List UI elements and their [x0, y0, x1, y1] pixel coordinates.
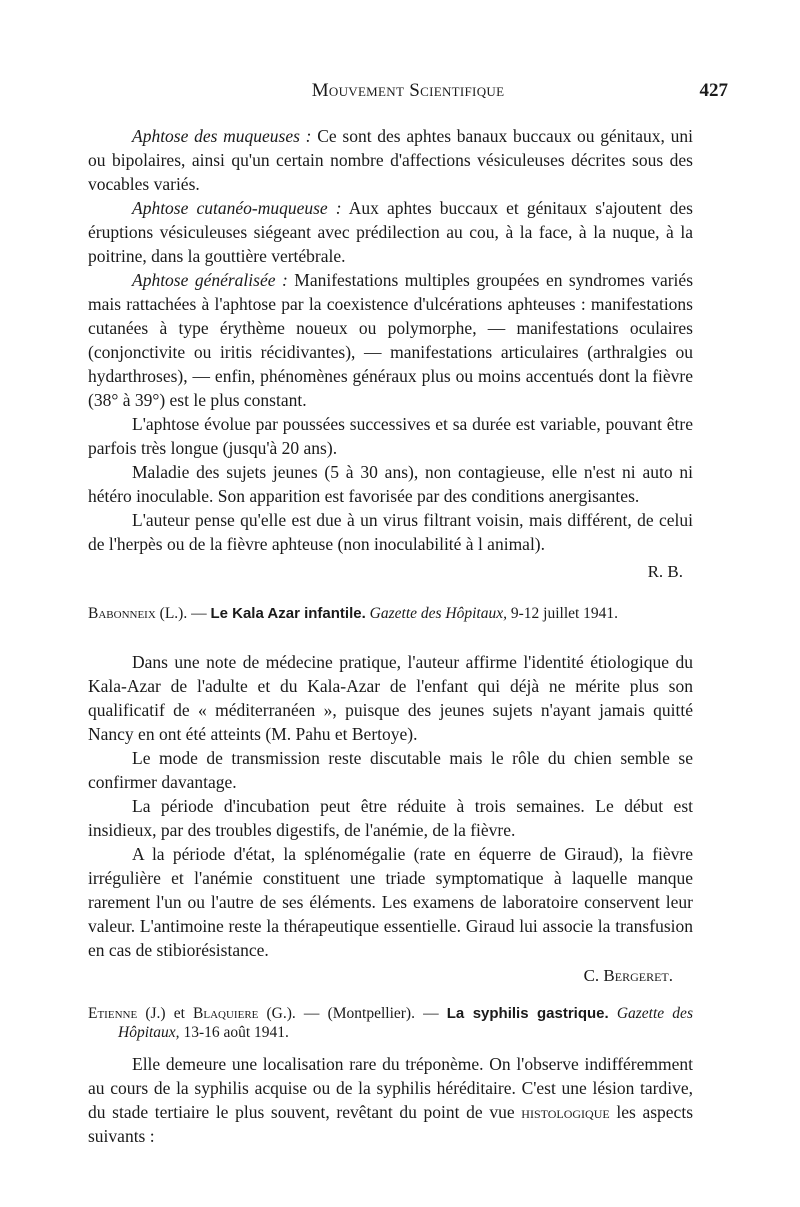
- paragraph-aphtose-generalisee: Aphtose généralisée : Manifestations multiples groupées en syndromes variés mais rattachées à l'aphtose par la coexistence d'ulcérations aphteuses : manifestations cutanées à type érythème noueux ou polymorphe, — manifestations oculaires (conjonctivite ou iritis récidivantes), — manifestations articulaires (arthralgies ou hydarthroses), — enfin, phénomènes généraux plus ou moins accentués dont la fièvre (38° à 39°) est le plus constant.: [88, 270, 693, 410]
- reference-journal: Gazette des Hôpitaux,: [365, 605, 507, 622]
- paragraph-virus: L'auteur pense qu'elle est due à un virus filtrant voisin, mais différent, de celui de l'herpès ou de la fièvre aphteuse (non inoculabilité à l animal).: [88, 510, 693, 554]
- term-aphtose-cutaneo-muqueuse: Aphtose cutanéo-muqueuse :: [132, 198, 342, 218]
- reference-journal: Gazette des Hôpitaux,: [118, 1005, 693, 1041]
- page-header: [88, 80, 728, 104]
- reference-citation: Etienne (J.) et Blaquiere (G.). — (Montpellier). — La syphilis gastrique. Gazette des Hôpitaux, 13-16 août 1941.: [88, 1005, 693, 1041]
- term-histologique: histologique: [521, 1102, 610, 1122]
- reference-etienne-blaquiere: [88, 1004, 693, 1042]
- paragraph-transmission: Le mode de transmission reste discutable mais le rôle du chien semble se confirmer davantage.: [88, 748, 693, 792]
- term-aphtose-muqueuses: Aphtose des muqueuses :: [132, 126, 312, 146]
- paragraph-note-medecine: Dans une note de médecine pratique, l'auteur affirme l'identité étiologique du Kala-Azar de l'adulte et du Kala-Azar de l'enfant qui déjà ne mérite plus son qualificatif de « méditerranéen », puisque des jeunes sujets n'ayant jamais quitté Nancy en ont été atteints (M. Pahu et Bertoye).: [88, 652, 693, 744]
- reference-author-1: Etienne: [88, 1005, 138, 1022]
- paragraph-localisation: Elle demeure une localisation rare du tréponème. On l'observe indifféremment au cours de la syphilis acquise ou de la syphilis héréditaire. C'est une lésion tardive, du stade tertiaire le plus souvent, revêtant du point de vue histologique les aspects suivants :: [88, 1054, 693, 1146]
- paragraph-evolution: L'aphtose évolue par poussées successives et sa durée est variable, pouvant être parfois très longue (jusqu'à 20 ans).: [88, 414, 693, 458]
- reference-title: Le Kala Azar infantile.: [210, 605, 366, 622]
- running-title: Mouvement Scientifique: [311, 80, 505, 101]
- paragraph-incubation: La période d'incubation peut être réduite à trois semaines. Le début est insidieux, par des troubles digestifs, de l'anémie, de la fièvre.: [88, 796, 693, 840]
- paragraph-periode-etat: A la période d'état, la splénomégalie (rate en équerre de Giraud), la fièvre irrégulière et l'anémie constituent une triade symptomatique à laquelle manque rarement l'un ou l'autre de ses éléments. Les examens de laboratoire conservent leur valeur. L'antimoine reste la thérapeutique essentielle. Giraud lui associe la transfusion en cas de stibiorésistance.: [88, 844, 693, 960]
- reference-babonneix: [88, 604, 693, 623]
- reference-author-2: Blaquiere: [193, 1005, 259, 1022]
- page-number: 427: [699, 80, 728, 101]
- paragraph-maladie: Maladie des sujets jeunes (5 à 30 ans), non contagieuse, elle n'est ni auto ni hétéro inoculable. Son apparition est favorisée par des conditions anergisantes.: [88, 462, 693, 506]
- reference-title: La syphilis gastrique.: [446, 1005, 609, 1022]
- term-aphtose-generalisee: Aphtose généralisée :: [132, 270, 288, 290]
- paragraph-aphtose-cutaneo-muqueuse: Aphtose cutanéo-muqueuse : Aux aphtes buccaux et génitaux s'ajoutent des éruptions vésiculeuses siégeant avec prédilection au cou, à la face, à la nuque, à la poitrine, dans la gouttière vertébrale.: [88, 198, 693, 266]
- kala-azar-section: [88, 650, 693, 986]
- reference-date: 9-12 juillet 1941.: [506, 605, 619, 622]
- reference-citation: Babonneix (L.). — Le Kala Azar infantile. Gazette des Hôpitaux, 9-12 juillet 1941.: [88, 605, 619, 622]
- signature-bergeret: C. Bergeret.: [583, 966, 673, 985]
- reference-author: Babonneix (L.).: [88, 605, 188, 622]
- syphilis-section: [88, 1052, 693, 1148]
- reference-date: 13-16 août 1941.: [179, 1024, 289, 1041]
- paragraph-aphtose-muqueuses: Aphtose des muqueuses : Ce sont des aphtes banaux buccaux ou génitaux, uni ou bipolaires, ainsi qu'un certain nombre d'affections vésiculeuses décrites sous des vocables variés.: [88, 126, 693, 194]
- signature-rb: R. B.: [647, 562, 683, 581]
- aphtose-section: [88, 124, 693, 582]
